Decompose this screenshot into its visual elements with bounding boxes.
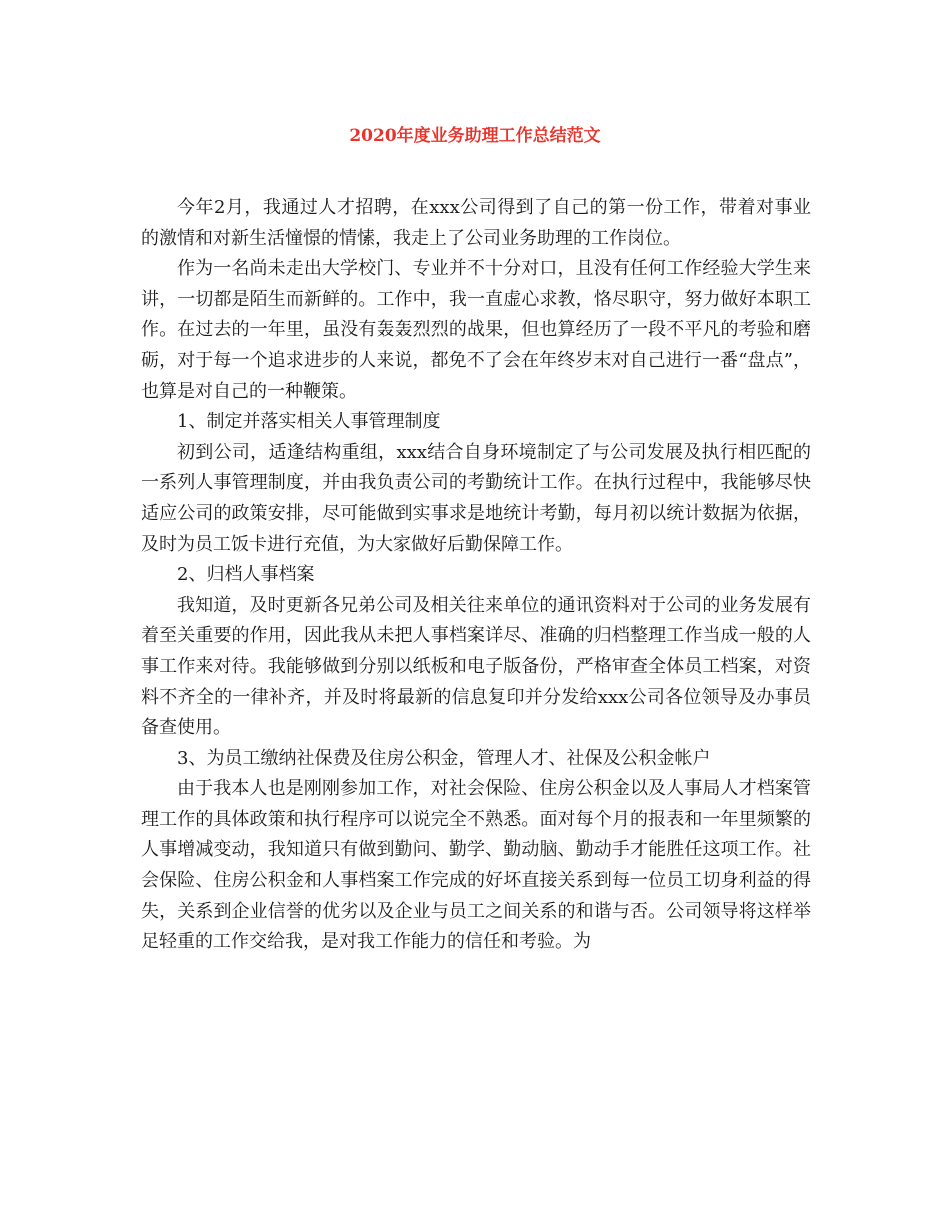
paragraph-section-1: 初到公司，适逢结构重组，xxx结合自身环境制定了与公司发展及执行相匹配的一系列人事管理制度，并由我负责公司的考勤统计工作。在执行过程中，我能够尽快适应公司的政策安排，尽可能做到实事求是地统计考勤，每月初以统计数据为依据，及时为员工饭卡进行充值，为大家做好后勤保障工作。: [141, 441, 811, 555]
section-heading-3: 3、为员工缴纳社保费及住房公积金，管理人才、社保及公积金帐户: [177, 747, 711, 769]
document-title: 2020年度业务助理工作总结范文: [349, 126, 601, 146]
paragraph-background: 作为一名尚未走出大学校门、专业并不十分对口，且没有任何工作经验大学生来讲，一切都是陌生而新鲜的。工作中，我一直虚心求教，恪尽职守，努力做好本职工作。在过去的一年里，虽没有轰轰烈烈的战果，但也算经历了一段不平凡的考验和磨砺，对于每一个追求进步的人来说，都免不了会在年终岁末对自己进行一番“盘点”，也算是对自己的一种鞭策。: [141, 258, 811, 402]
section-heading-1: 1、制定并落实相关人事管理制度: [177, 411, 441, 433]
document-body: [141, 193, 811, 958]
paragraph-section-2: 我知道，及时更新各兄弟公司及相关往来单位的通讯资料对于公司的业务发展有着至关重要的作用，因此我从未把人事档案详尽、准确的归档整理工作当成一般的人事工作来对待。我能够做到分别以纸板和电子版备份，严格审查全体员工档案，对资料不齐全的一律补齐，并及时将最新的信息复印并分发给xxx公司各位领导及办事员备查使用。: [141, 594, 811, 739]
paragraph-section-3: 由于我本人也是刚刚参加工作，对社会保险、住房公积金以及人事局人才档案管理工作的具体政策和执行程序可以说完全不熟悉。面对每个月的报表和一年里频繁的人事增减变动，我知道只有做到勤问、勤学、勤动脑、勤动手才能胜任这项工作。社会保险、住房公积金和人事档案工作完成的好坏直接关系到每一位员工切身利益的得失，关系到企业信誉的优劣以及企业与员工之间关系的和谐与否。公司领导将这样举足轻重的工作交给我，是对我工作能力的信任和考验。为: [141, 778, 811, 953]
paragraph-intro: 今年2月，我通过人才招聘，在xxx公司得到了自己的第一份工作，带着对事业的激情和对新生活憧憬的情愫，我走上了公司业务助理的工作岗位。: [141, 197, 811, 249]
section-heading-2: 2、归档人事档案: [177, 564, 315, 586]
